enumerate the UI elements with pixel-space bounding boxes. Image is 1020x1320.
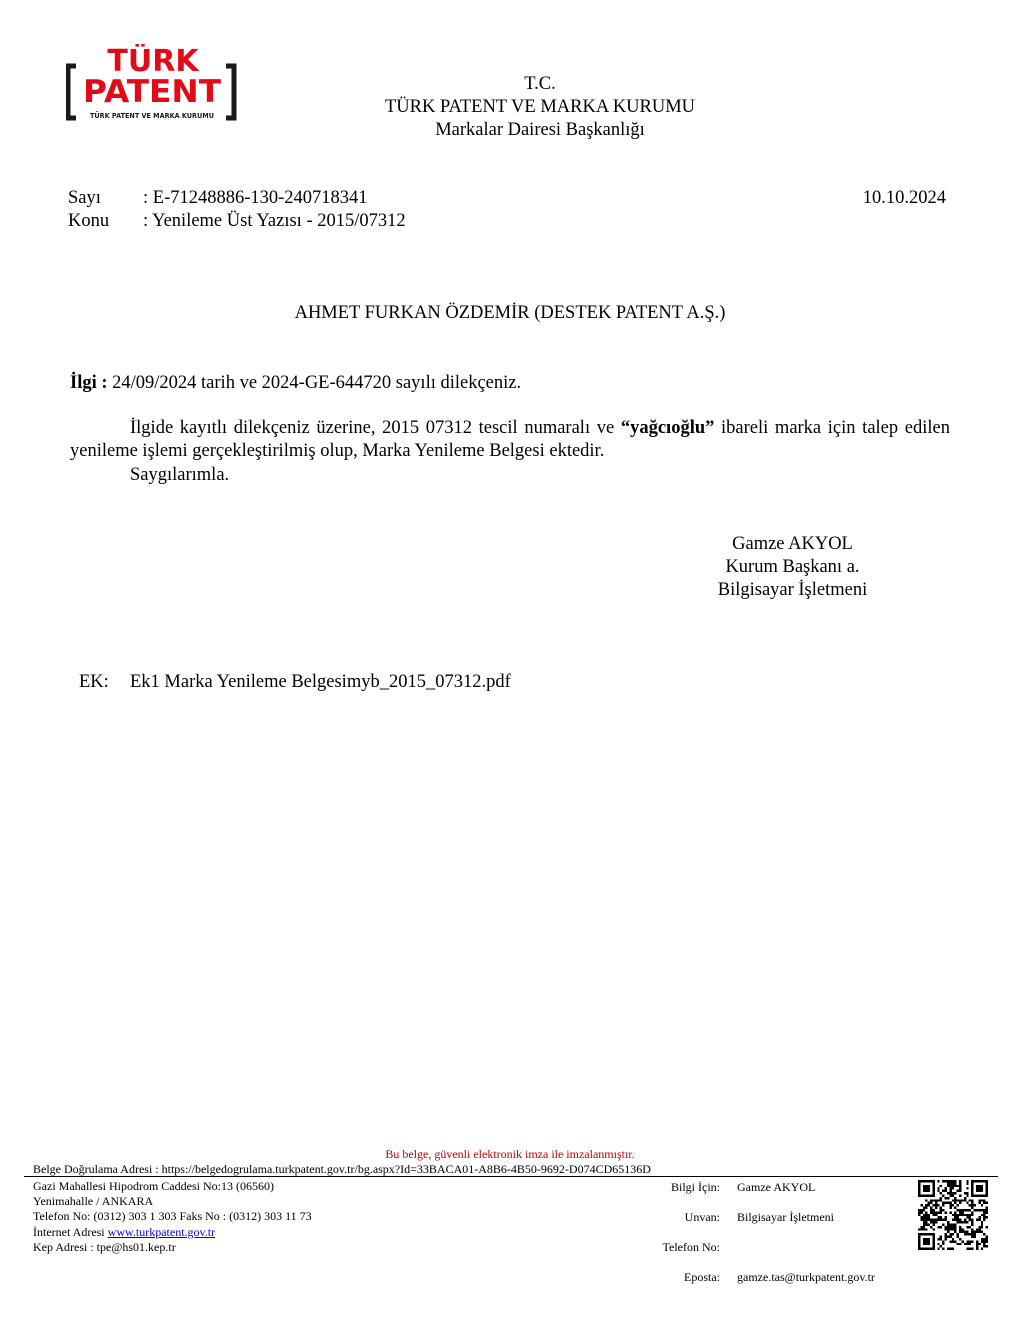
letter-header: [290, 73, 790, 142]
kep-address: Kep Adresi : tpe@hs01.kep.tr: [33, 1239, 176, 1254]
trademark-name: “yağcıoğlu”: [620, 418, 715, 438]
sayi-label: Sayı: [68, 188, 101, 208]
web-link[interactable]: www.turkpatent.gov.tr: [107, 1224, 216, 1239]
addressee: AHMET FURKAN ÖZDEMİR (DESTEK PATENT A.Ş.): [294, 303, 726, 323]
body-text-before: İlgide kayıtlı dilekçeniz üzerine, 2015 07312 tescil numaralı ve: [130, 418, 621, 438]
attachment-label: EK:: [79, 672, 109, 692]
web-address: [33, 1225, 312, 1240]
attachment-filename: Ek1 Marka Yenileme Belgesimyb_2015_07312.pdf: [130, 672, 511, 692]
unvan-label: Unvan:: [684, 1210, 720, 1224]
header-line-tc: T.C.: [524, 74, 556, 94]
footer-divider: [24, 1176, 998, 1177]
ilgi-label: İlgi :: [70, 373, 108, 393]
email-value: gamze.tas@turkpatent.gov.tr: [737, 1270, 875, 1284]
institution-address: [33, 1179, 312, 1255]
signature-block: [690, 533, 895, 602]
turkpatent-logo: [66, 44, 238, 122]
logo-line1: TÜRK: [107, 44, 199, 79]
phone-fax: Telefon No: (0312) 303 1 303 Faks No : (0312) 303 11 73: [33, 1209, 312, 1224]
address-line2: Yenimahalle / ANKARA: [33, 1194, 154, 1209]
tel-label: Telefon No:: [662, 1240, 720, 1254]
header-line-department: Markalar Dairesi Başkanlığı: [435, 120, 645, 140]
sayi-value: : E-71248886-130-240718341: [143, 188, 368, 208]
address-line1: Gazi Mahallesi Hipodrom Caddesi No:13 (06560): [33, 1179, 274, 1193]
info-value: Gamze AKYOL: [737, 1180, 816, 1194]
qr-code-icon: [918, 1180, 988, 1250]
signer-title: Kurum Başkanı a.: [725, 557, 860, 577]
info-label: Bilgi İçin:: [671, 1180, 720, 1194]
logo-line2: PATENT: [83, 74, 221, 110]
letter-date: 10.10.2024: [862, 188, 946, 208]
esign-notice: Bu belge, güvenli elektronik imza ile imzalanmıştır.: [385, 1147, 635, 1161]
body-text-after: ibareli marka için talep edilen yenileme işlemi gerçekleştirilmiş olup, Marka Yenileme Belgesi ektedir.: [70, 418, 950, 461]
web-prefix: İnternet Adresi: [33, 1224, 108, 1239]
ilgi-text: 24/09/2024 tarih ve 2024-GE-644720 sayılı dilekçeniz.: [107, 373, 522, 393]
ilgi-line: [70, 372, 521, 395]
signer-name: Gamze AKYOL: [732, 534, 853, 554]
konu-value: : Yenileme Üst Yazısı - 2015/07312: [143, 211, 406, 231]
signer-unit: Bilgisayar İşletmeni: [717, 580, 868, 600]
closing-regards: Saygılarımla.: [130, 465, 230, 485]
konu-label: Konu: [68, 211, 110, 231]
email-label: Eposta:: [684, 1270, 720, 1284]
body-paragraph: [70, 417, 950, 463]
logo-tagline: TÜRK PATENT VE MARKA KURUMU: [90, 112, 225, 120]
unvan-value: Bilgisayar İşletmeni: [737, 1210, 834, 1224]
verification-address: Belge Doğrulama Adresi : https://belgedogrulama.turkpatent.gov.tr/bg.aspx?Id=33BACA01-A8B6-4B50-9692-D074CD65136D: [33, 1162, 651, 1176]
header-line-institution: TÜRK PATENT VE MARKA KURUMU: [384, 97, 696, 117]
